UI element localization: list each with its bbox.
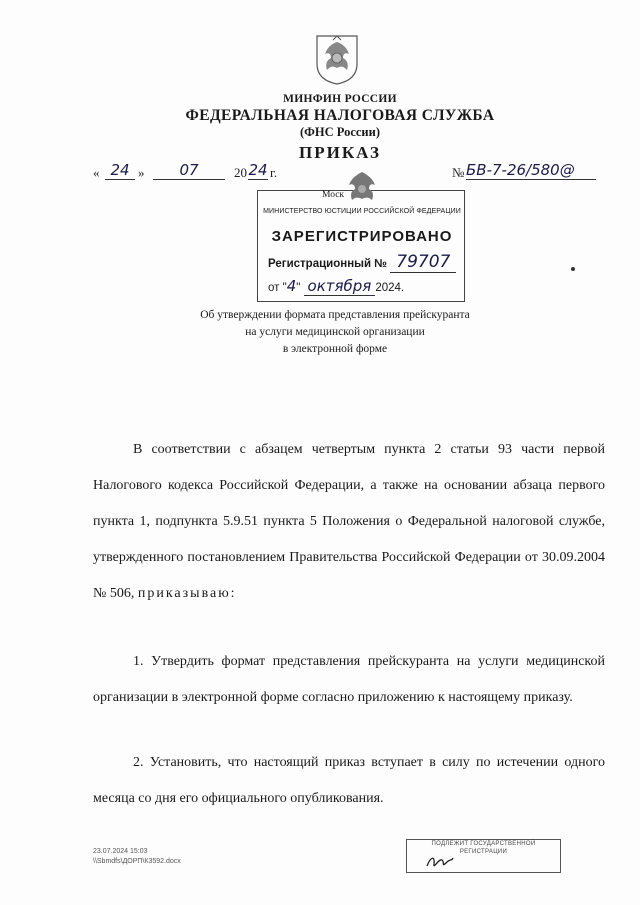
footer-stamp-line-1: ПОДЛЕЖИТ ГОСУДАРСТВЕННОЙ xyxy=(431,841,536,847)
stamp-date-line: от "4" октября 2024. xyxy=(268,277,405,295)
stamp-number-line xyxy=(268,252,456,272)
stamp-number-label: Регистрационный № xyxy=(268,258,388,270)
close-quote: » xyxy=(138,165,145,180)
stamp-emblem-icon xyxy=(342,168,382,208)
service-name: ФЕДЕРАЛЬНАЯ НАЛОГОВАЯ СЛУЖБА xyxy=(185,107,495,124)
item-2-paragraph: 2. Установить, что настоящий приказ вступает в силу по истечении одного месяца со дня его официального опубликования. xyxy=(93,755,605,806)
order-month: 07 xyxy=(153,161,225,180)
order-number: БВ-7-26/580@ xyxy=(466,161,596,180)
subject-line-1: Об утверждении формата представления прейскуранта xyxy=(200,309,470,321)
order-word: приказываю: xyxy=(137,586,237,601)
preamble-paragraph xyxy=(93,432,605,612)
stamp-city: Моск xyxy=(322,190,345,200)
file-info xyxy=(93,847,181,867)
document-type: ПРИКАЗ xyxy=(299,143,381,162)
year-unit: г. xyxy=(270,165,278,180)
order-subject xyxy=(0,307,640,358)
item-1-paragraph: 1. Утвердить формат представления прейскуранта на услуги медицинской организации в электронной форме согласно приложению к настоящему приказу. xyxy=(93,654,605,705)
year-prefix: 20 xyxy=(234,165,247,180)
service-abbreviation: (ФНС России) xyxy=(299,125,380,139)
stamp-date-label: от xyxy=(268,282,280,294)
file-timestamp: 23.07.2024 15:03 xyxy=(93,848,148,855)
subject-line-2: на услуги медицинской организации xyxy=(245,326,425,338)
footer-stamp-line-2: РЕГИСТРАЦИИ xyxy=(459,849,508,855)
stamp-status: ЗАРЕГИСТРИРОВАНО xyxy=(271,228,453,245)
stamp-month: октября xyxy=(304,277,376,296)
file-path: \\Sbmdfs\ДОРП\К3592.docx xyxy=(93,858,181,865)
preamble-text: В соответствии с абзацем четвертым пункта 2 статьи 93 части первой Налогового кодекса Российской Федерации, а также на основании абзаца первого пункта 1, подпункта 5.9.51 пункта 5 Положения о Федеральной налоговой службе, утвержденного постановлением Правительства Российской Федерации от 30.09.2004 № 506, xyxy=(93,442,605,601)
stamp-day: 4 xyxy=(286,277,297,295)
signature-icon xyxy=(425,852,455,872)
open-quote: « xyxy=(93,165,100,180)
order-day: 24 xyxy=(105,161,135,180)
subject-line-3: в электронной форме xyxy=(282,343,388,355)
order-year: 24 xyxy=(248,161,268,179)
stamp-year: 2024 xyxy=(375,282,401,294)
stamp-number: 79707 xyxy=(390,252,456,273)
stamp-ministry: МИНИСТЕРСТВО ЮСТИЦИИ РОССИЙСКОЙ ФЕДЕРАЦИИ xyxy=(263,208,461,215)
margin-mark xyxy=(571,267,575,271)
coat-of-arms-icon xyxy=(313,30,361,86)
number-sign: № xyxy=(452,165,465,180)
ministry-name: МИНФИН РОССИИ xyxy=(283,93,397,105)
